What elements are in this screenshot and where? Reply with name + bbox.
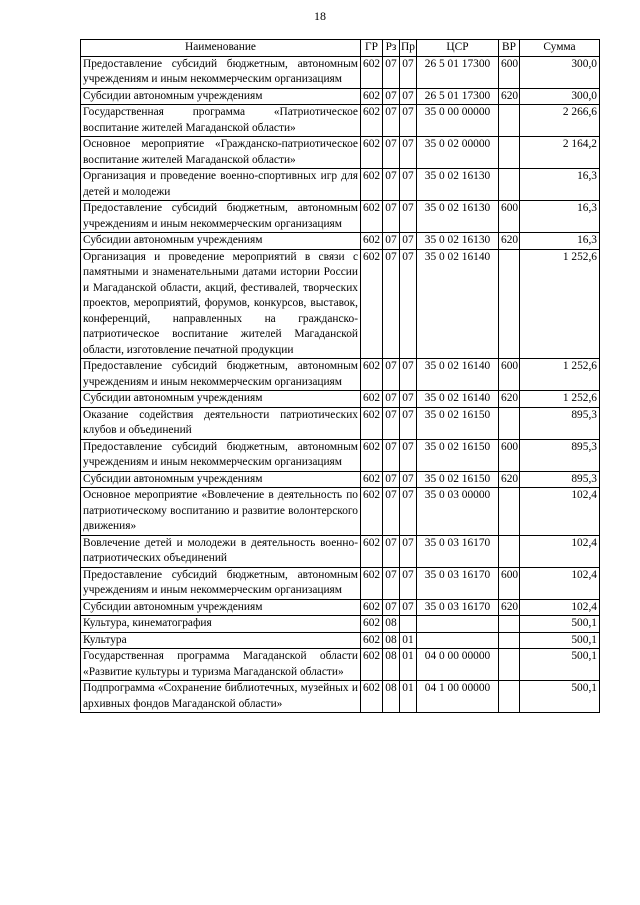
cell-name: Основное мероприятие «Гражданско-патриотическое воспитание жителей Магаданской области» [81,137,361,169]
table-row [81,249,600,359]
cell-pr: 07 [400,599,417,616]
cell-gr: 602 [361,681,383,713]
cell-rz: 07 [383,439,400,471]
table-row [81,535,600,567]
cell-csr: 04 0 00 00000 [417,649,499,681]
cell-name: Подпрограмма «Сохранение библиотечных, музейных и архивных фондов Магаданской области» [81,681,361,713]
cell-sum: 16,3 [520,169,600,201]
cell-pr: 01 [400,632,417,649]
cell-gr: 602 [361,56,383,88]
cell-rz: 07 [383,137,400,169]
cell-pr [400,616,417,633]
table-header-row [81,40,600,57]
table-row [81,137,600,169]
cell-gr: 602 [361,105,383,137]
cell-gr: 602 [361,201,383,233]
cell-pr: 07 [400,471,417,488]
table-row [81,488,600,536]
cell-sum: 895,3 [520,407,600,439]
cell-gr: 602 [361,488,383,536]
cell-rz: 07 [383,105,400,137]
cell-csr: 35 0 02 16140 [417,249,499,359]
cell-vr [499,137,520,169]
cell-sum: 2 266,6 [520,105,600,137]
column-header-sum: Сумма [520,40,600,57]
cell-name: Культура, кинематография [81,616,361,633]
cell-name: Предоставление субсидий бюджетным, автономным учреждениям и иным некоммерческим организациям [81,439,361,471]
cell-sum: 500,1 [520,632,600,649]
cell-gr: 602 [361,632,383,649]
cell-rz: 07 [383,599,400,616]
cell-vr: 600 [499,359,520,391]
table-row [81,567,600,599]
cell-rz: 07 [383,471,400,488]
cell-rz: 07 [383,488,400,536]
cell-sum: 500,1 [520,681,600,713]
cell-gr: 602 [361,649,383,681]
cell-vr: 600 [499,567,520,599]
column-header-pr: Пр [400,40,417,57]
cell-sum: 102,4 [520,599,600,616]
cell-vr [499,535,520,567]
cell-gr: 602 [361,233,383,250]
table-row [81,471,600,488]
cell-csr: 04 1 00 00000 [417,681,499,713]
cell-name: Организация и проведение мероприятий в связи с памятными и знаменательными датами истории России и Магаданской области, акций, фестивалей, творческих проектов, мероприятий, форумов, конкурсов, выставок, конференций, направленных на гражданско-патриотическое воспитание жителей Магаданской области, изготовление печатной продукции [81,249,361,359]
cell-sum: 1 252,6 [520,391,600,408]
cell-rz: 07 [383,233,400,250]
cell-rz: 07 [383,407,400,439]
cell-csr: 35 0 02 16130 [417,169,499,201]
cell-gr: 602 [361,88,383,105]
cell-gr: 602 [361,407,383,439]
cell-vr [499,169,520,201]
cell-csr: 35 0 02 16140 [417,391,499,408]
cell-pr: 07 [400,88,417,105]
cell-csr: 35 0 02 16130 [417,201,499,233]
cell-gr: 602 [361,169,383,201]
cell-gr: 602 [361,535,383,567]
cell-gr: 602 [361,471,383,488]
cell-sum: 500,1 [520,649,600,681]
cell-sum: 300,0 [520,88,600,105]
cell-name: Субсидии автономным учреждениям [81,471,361,488]
cell-csr: 35 0 03 16170 [417,535,499,567]
column-header-csr: ЦСР [417,40,499,57]
cell-rz: 07 [383,88,400,105]
cell-name: Субсидии автономным учреждениям [81,88,361,105]
cell-csr: 35 0 03 16170 [417,567,499,599]
cell-sum: 16,3 [520,201,600,233]
cell-vr [499,249,520,359]
cell-name: Государственная программа Магаданской области «Развитие культуры и туризма Магаданской области» [81,649,361,681]
cell-sum: 102,4 [520,567,600,599]
cell-pr: 07 [400,567,417,599]
cell-name: Предоставление субсидий бюджетным, автономным учреждениям и иным некоммерческим организациям [81,201,361,233]
cell-vr [499,681,520,713]
table-row [81,599,600,616]
cell-sum: 102,4 [520,535,600,567]
cell-pr: 07 [400,488,417,536]
cell-vr: 620 [499,233,520,250]
cell-sum: 1 252,6 [520,359,600,391]
cell-csr [417,616,499,633]
cell-rz: 08 [383,616,400,633]
table-row [81,169,600,201]
cell-name: Вовлечение детей и молодежи в деятельность военно-патриотических объединений [81,535,361,567]
cell-name: Организация и проведение военно-спортивных игр для детей и молодежи [81,169,361,201]
cell-sum: 2 164,2 [520,137,600,169]
table-row [81,359,600,391]
cell-pr: 07 [400,233,417,250]
table-row [81,407,600,439]
table-row [81,632,600,649]
cell-vr: 600 [499,201,520,233]
cell-csr: 35 0 02 16150 [417,471,499,488]
cell-csr: 35 0 02 00000 [417,137,499,169]
cell-vr: 600 [499,439,520,471]
cell-sum: 16,3 [520,233,600,250]
cell-csr: 35 0 03 16170 [417,599,499,616]
cell-name: Предоставление субсидий бюджетным, автономным учреждениям и иным некоммерческим организациям [81,56,361,88]
table-row [81,681,600,713]
cell-gr: 602 [361,359,383,391]
cell-vr [499,407,520,439]
cell-vr: 620 [499,599,520,616]
cell-gr: 602 [361,616,383,633]
cell-pr: 01 [400,649,417,681]
cell-rz: 07 [383,359,400,391]
table-row [81,649,600,681]
cell-name: Культура [81,632,361,649]
cell-csr: 35 0 00 00000 [417,105,499,137]
cell-sum: 102,4 [520,488,600,536]
cell-csr: 35 0 02 16130 [417,233,499,250]
cell-pr: 07 [400,391,417,408]
cell-vr [499,616,520,633]
column-header-name: Наименование [81,40,361,57]
cell-vr: 620 [499,88,520,105]
table-row [81,233,600,250]
cell-csr: 35 0 02 16140 [417,359,499,391]
cell-csr: 35 0 02 16150 [417,439,499,471]
cell-gr: 602 [361,249,383,359]
cell-name: Государственная программа «Патриотическое воспитание жителей Магаданской области» [81,105,361,137]
cell-pr: 01 [400,681,417,713]
cell-vr [499,488,520,536]
cell-pr: 07 [400,439,417,471]
cell-pr: 07 [400,535,417,567]
cell-name: Субсидии автономным учреждениям [81,233,361,250]
cell-vr: 620 [499,391,520,408]
cell-vr [499,632,520,649]
cell-gr: 602 [361,391,383,408]
budget-table [80,39,600,713]
cell-vr: 620 [499,471,520,488]
column-header-gr: ГР [361,40,383,57]
cell-pr: 07 [400,359,417,391]
cell-vr: 600 [499,56,520,88]
cell-sum: 500,1 [520,616,600,633]
table-row [81,616,600,633]
cell-pr: 07 [400,137,417,169]
cell-name: Субсидии автономным учреждениям [81,599,361,616]
cell-rz: 07 [383,249,400,359]
cell-rz: 08 [383,649,400,681]
table-row [81,439,600,471]
cell-pr: 07 [400,169,417,201]
cell-pr: 07 [400,201,417,233]
cell-sum: 1 252,6 [520,249,600,359]
cell-gr: 602 [361,439,383,471]
cell-rz: 07 [383,56,400,88]
cell-rz: 07 [383,535,400,567]
cell-rz: 07 [383,201,400,233]
cell-vr [499,105,520,137]
cell-name: Предоставление субсидий бюджетным, автономным учреждениям и иным некоммерческим организациям [81,359,361,391]
cell-name: Основное мероприятие «Вовлечение в деятельность по патриотическому воспитанию и развитие волонтерского движения» [81,488,361,536]
table-row [81,56,600,88]
column-header-vr: ВР [499,40,520,57]
cell-rz: 07 [383,567,400,599]
cell-pr: 07 [400,249,417,359]
cell-pr: 07 [400,105,417,137]
cell-csr: 26 5 01 17300 [417,56,499,88]
cell-name: Оказание содействия деятельности патриотических клубов и объединений [81,407,361,439]
cell-rz: 08 [383,632,400,649]
cell-csr: 26 5 01 17300 [417,88,499,105]
table-body [81,56,600,713]
cell-csr [417,632,499,649]
table-row [81,201,600,233]
page-number: 18 [314,9,326,23]
cell-sum: 895,3 [520,471,600,488]
cell-name: Субсидии автономным учреждениям [81,391,361,408]
cell-gr: 602 [361,567,383,599]
cell-sum: 300,0 [520,56,600,88]
table-row [81,105,600,137]
cell-vr [499,649,520,681]
cell-rz: 08 [383,681,400,713]
cell-gr: 602 [361,137,383,169]
table-row [81,391,600,408]
cell-csr: 35 0 03 00000 [417,488,499,536]
table-row [81,88,600,105]
cell-sum: 895,3 [520,439,600,471]
cell-name: Предоставление субсидий бюджетным, автономным учреждениям и иным некоммерческим организациям [81,567,361,599]
cell-rz: 07 [383,391,400,408]
column-header-rz: Рз [383,40,400,57]
cell-rz: 07 [383,169,400,201]
cell-pr: 07 [400,407,417,439]
cell-pr: 07 [400,56,417,88]
cell-csr: 35 0 02 16150 [417,407,499,439]
cell-gr: 602 [361,599,383,616]
